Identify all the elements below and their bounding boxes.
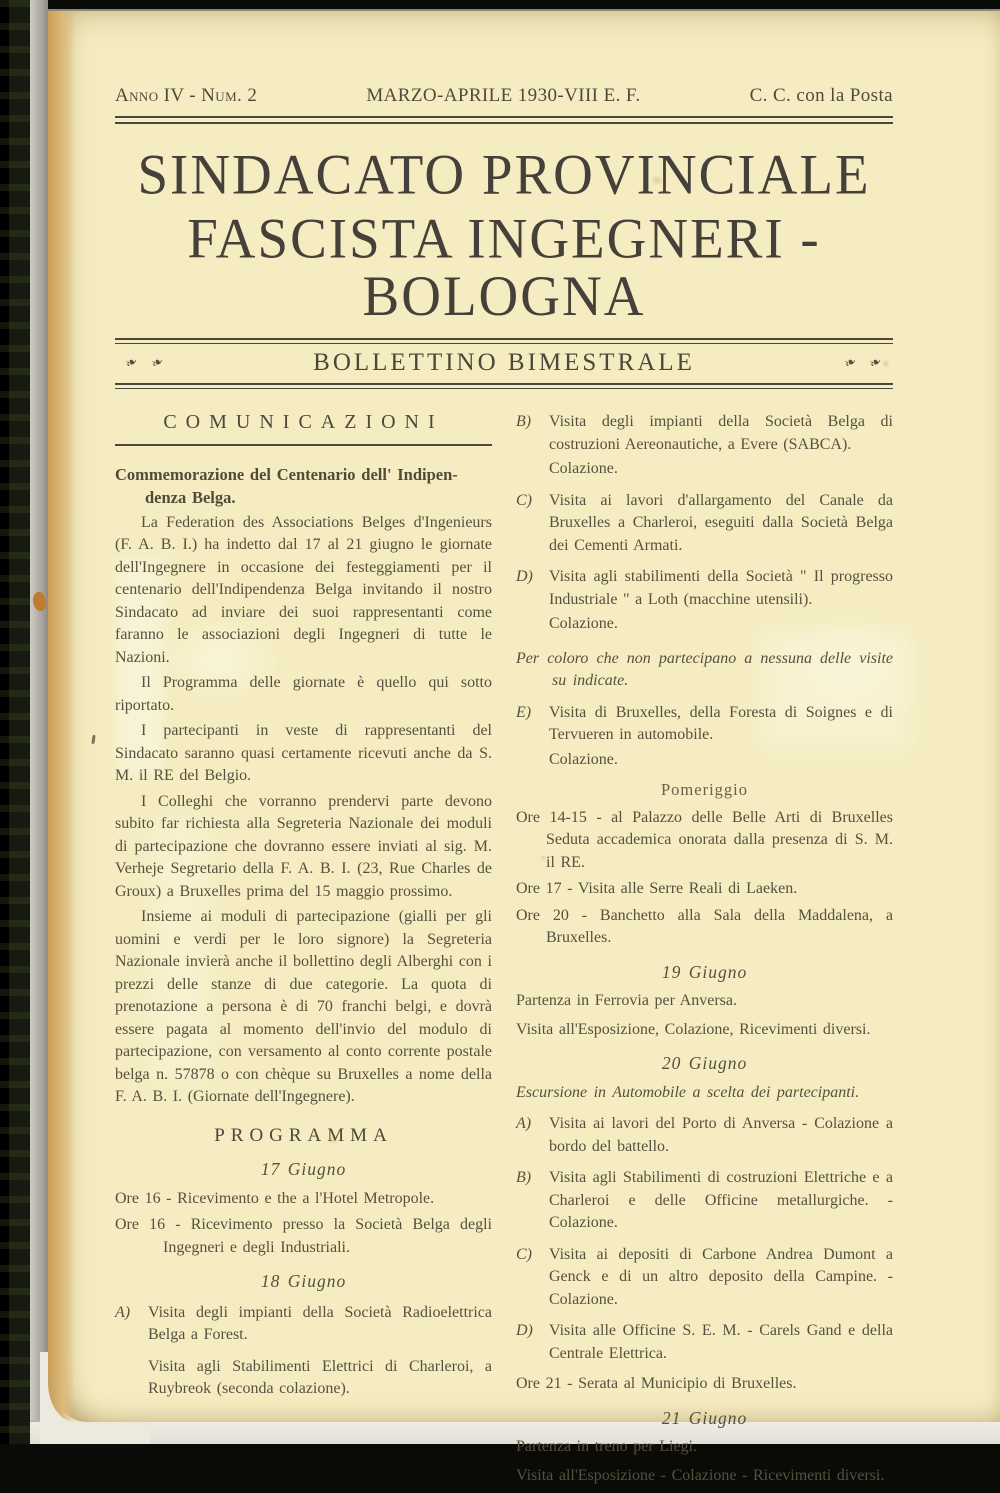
left-column xyxy=(115,411,492,1493)
lettered-item xyxy=(516,1244,893,1312)
paragraph: Il Programma delle giornate è quello qui sotto riportato. xyxy=(115,674,492,714)
lettered-item xyxy=(516,702,893,747)
paragraph: I partecipanti in veste di rappresentanti del Sindacato saranno quasi certamente ricevuti anche da S. M. il RE del Belgio. xyxy=(115,722,492,784)
item-text: Visita agli Stabilimenti Elettrici di Charleroi, a Ruybreok (seconda colazione). xyxy=(148,1357,492,1397)
page-title xyxy=(115,142,893,328)
item-subline: Colazione. xyxy=(549,750,618,768)
fleuron-icon: ❧ xyxy=(123,354,141,373)
schedule-entry: Partenza in treno per Liegi. xyxy=(516,1438,697,1455)
pomeriggio-heading: Pomeriggio xyxy=(661,780,748,799)
schedule-entry xyxy=(115,1356,492,1401)
title-line-2: FASCISTA INGEGNERI - BOLOGNA xyxy=(187,206,821,328)
masthead-rule xyxy=(115,116,893,124)
item-letter: C) xyxy=(516,491,532,509)
lettered-item xyxy=(516,411,893,456)
article-heading xyxy=(115,463,492,509)
book-binding xyxy=(0,0,30,1444)
right-column xyxy=(516,411,893,1493)
banner xyxy=(115,338,893,389)
section-heading-comunicazioni: COMUNICAZIONI xyxy=(163,411,444,433)
item-text: Visita agli Stabilimenti di costruzioni Elettriche e a Charleroi e delle Officine metallurgiche. - Colazione. xyxy=(549,1169,893,1231)
banner-rule-bottom xyxy=(115,383,893,389)
item-text: Visita degli impianti della Società Radioelettrica Belga a Forest. xyxy=(148,1303,492,1343)
programma-heading: PROGRAMMA xyxy=(214,1124,393,1146)
fleuron-icon: ❧ xyxy=(841,354,859,373)
item-subline: Colazione. xyxy=(549,615,618,632)
italic-note: Per coloro che non partecipano a nessuna delle visite su indicate. xyxy=(516,649,893,689)
schedule-entry: Visita all'Esposizione - Colazione - Ricevimenti diversi. xyxy=(516,1466,885,1484)
item-letter: D) xyxy=(516,568,533,585)
item-letter: B) xyxy=(516,1169,532,1186)
item-text: Visita degli impianti della Società Belga di costruzioni Aereonautiche, a Evere (SABCA). xyxy=(549,413,893,453)
day-heading-17-giugno: 17 Giugno xyxy=(260,1159,347,1179)
schedule-entry: Visita all'Esposizione, Colazione, Ricevimenti diversi. xyxy=(516,1020,871,1038)
article-heading-line-1: Commemorazione del Centenario dell' Indipen- xyxy=(115,464,458,484)
lettered-item xyxy=(115,1302,492,1347)
lettered-item xyxy=(516,1113,893,1158)
section-rule xyxy=(115,444,492,446)
fleuron-ornament-right xyxy=(838,354,889,372)
item-letter: B) xyxy=(516,413,532,430)
schedule-entry: Ore 14-15 - al Palazzo delle Belle Arti di Bruxelles Seduta accademica onorata dalla presenza di S. M. il RE. xyxy=(516,808,893,871)
italic-note: Escursione in Automobile a scelta dei partecipanti. xyxy=(516,1083,860,1101)
item-letter: A) xyxy=(516,1115,532,1132)
day-heading-20-giugno: 20 Giugno xyxy=(661,1053,748,1073)
paragraph: La Federation des Associations Belges d'Ingenieurs (F. A. B. I.) ha indetto dal 17 al 21 giugno le giornate dell'Ingegnere in occasione dei festeggiamenti per il centenario dell'Indipendenza Belga invitando il nostro Sindacato ad inviare dei suoi rappresentanti come faranno le associazioni degli Ingegneri di tutte le Nazioni. xyxy=(115,513,492,666)
item-letter: E) xyxy=(516,703,532,721)
item-subline: Colazione. xyxy=(549,460,618,477)
schedule-entry: Ore 20 - Banchetto alla Sala della Maddalena, a Bruxelles. xyxy=(516,906,893,946)
postal-note: C. C. con la Posta xyxy=(749,85,893,106)
item-text: Visita alle Officine S. E. M. - Carels Gand e della Centrale Elettrica. xyxy=(549,1322,893,1362)
schedule-entry: Ore 21 - Serata al Municipio di Bruxelles. xyxy=(516,1375,797,1392)
item-letter: C) xyxy=(516,1245,532,1263)
banner-title: BOLLETTINO BIMESTRALE xyxy=(313,349,695,376)
item-letter: A) xyxy=(115,1303,131,1321)
paragraph: I Colleghi che vorranno prendervi parte devono subito far richiesta alla Segreteria Nazionale dei moduli di partecipazione che dovranno essere inviati al sig. M. Verheje Segretario della F. A. B. I. (23, Rue Charles de Groux) a Bruxelles prima del 15 maggio prossimo. xyxy=(115,792,492,900)
backing-page-edge xyxy=(30,0,48,1444)
day-heading-19-giugno: 19 Giugno xyxy=(661,961,748,982)
lettered-item xyxy=(516,490,893,558)
issue-number: Anno IV - Num. 2 xyxy=(115,85,258,106)
paragraph: Insieme ai moduli di partecipazione (gialli per gli uomini e verdi per le loro signore) la Segreteria Nazionale invierà anche il bollettino degli Alberghi con i prezzi delle stanze di due categorie. La quota di prenotazione a persona è di 70 franchi belgi, e dovrà essere pagata al momento dell'invio del modulo di partecipazione, con versamento al conto corrente postale belga n. 57878 o con chèque su Bruxelles a nome della F. A. B. I. (Giornate dell'Ingegnere). xyxy=(115,908,492,1105)
schedule-entry: Ore 16 - Ricevimento presso la Società Belga degli Ingegneri e degli Industriali. xyxy=(115,1216,492,1256)
item-text: Visita ai lavori del Porto di Anversa - Colazione a bordo del battello. xyxy=(549,1115,893,1155)
lettered-item xyxy=(516,1320,893,1365)
title-line-1: SINDACATO PROVINCIALE xyxy=(137,142,871,207)
fleuron-icon: ❧ xyxy=(149,354,167,373)
schedule-entry: Ore 16 - Ricevimento e the a l'Hotel Metropole. xyxy=(115,1189,435,1207)
fleuron-icon: ❧ xyxy=(867,354,885,373)
schedule-entry: Ore 17 - Visita alle Serre Reali di Laeken. xyxy=(516,880,798,897)
day-heading-18-giugno: 18 Giugno xyxy=(260,1271,347,1291)
article-heading-line-2: denza Belga. xyxy=(145,487,236,507)
day-heading-21-giugno: 21 Giugno xyxy=(661,1407,748,1428)
item-letter: D) xyxy=(516,1322,533,1339)
two-column-body xyxy=(115,411,893,1493)
item-text: Visita agli stabilimenti della Società " Il progresso Industriale " a Loth (macchine utensili). xyxy=(549,568,893,608)
issue-date: MARZO-APRILE 1930-VIII E. F. xyxy=(366,85,641,106)
page-content xyxy=(115,9,893,1493)
item-text: Visita ai lavori d'allargamento del Canale da Bruxelles a Charleroi, eseguiti dalla Società Belga dei Cementi Armati. xyxy=(549,491,893,554)
lettered-item xyxy=(516,1167,893,1235)
lettered-item xyxy=(516,566,893,611)
fleuron-ornament-left xyxy=(119,354,170,372)
masthead xyxy=(115,85,893,107)
item-text: Visita di Bruxelles, della Foresta di Soignes e di Tervueren in automobile. xyxy=(549,703,893,743)
item-text: Visita ai depositi di Carbone Andrea Dumont a Genck e di un altro deposito della Campine. - Colazione. xyxy=(549,1245,893,1308)
schedule-entry: Partenza in Ferrovia per Anversa. xyxy=(516,992,737,1009)
